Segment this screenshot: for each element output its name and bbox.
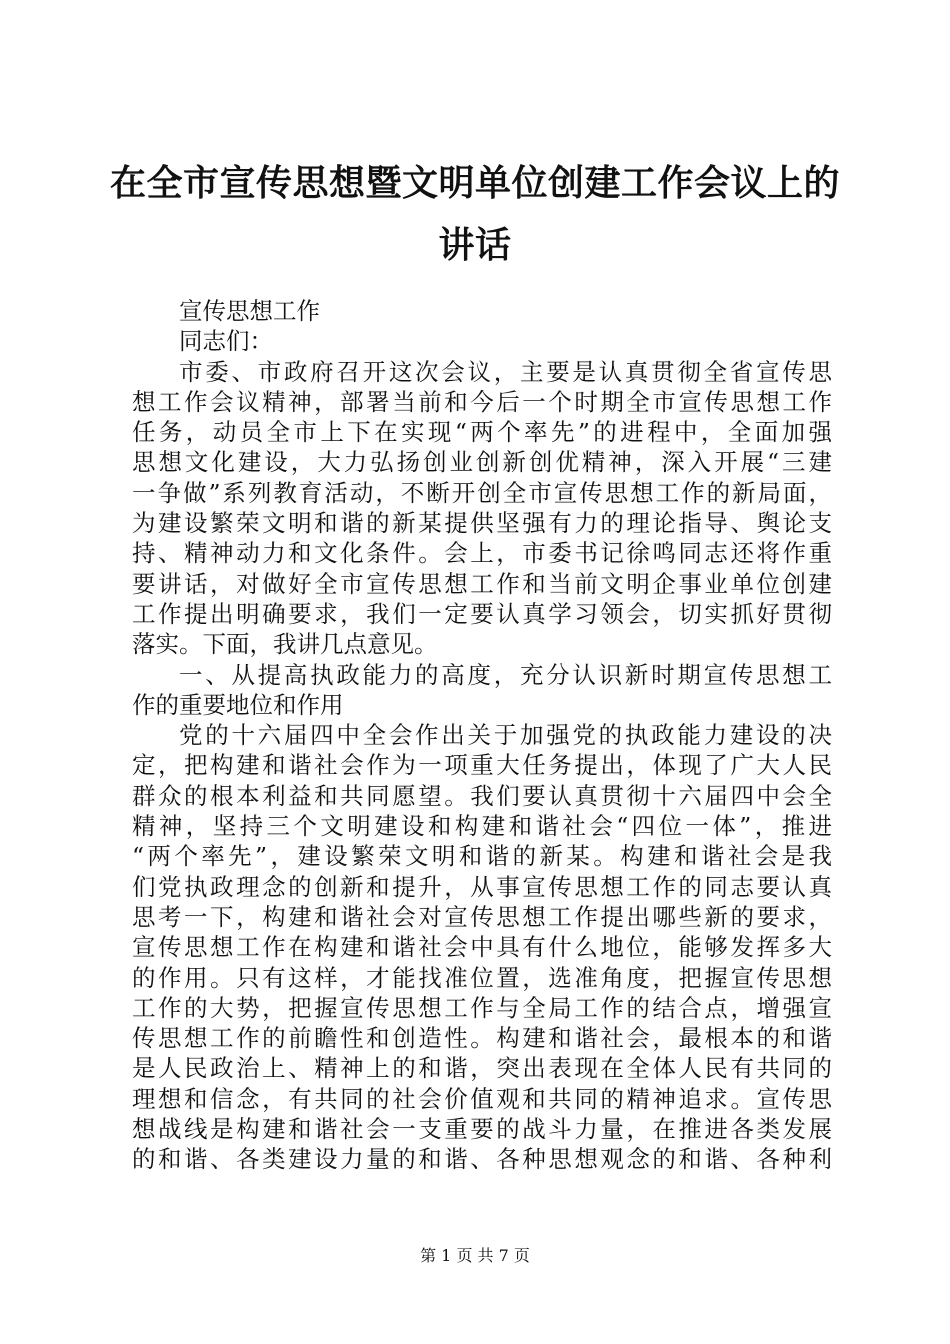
- document-body: [132, 296, 832, 1175]
- body-text-line: 市委、市政府召开这次会议，主要是认真贯彻全省宣传思: [179, 357, 832, 386]
- body-text-line: 落实。下面，我讲几点意见。: [132, 630, 438, 659]
- body-text-line: 党的十六届四中全会作出关于加强党的执政能力建设的决: [179, 721, 832, 750]
- page-footer: 第 1 页 共 7 页: [420, 1246, 530, 1265]
- body-text-line: 宣传思想工作: [179, 297, 320, 325]
- body-text-line: 传思想工作的前瞻性和创造性。构建和谐社会，最根本的和谐: [132, 1024, 832, 1053]
- body-text-line: 要讲话，对做好全市宣传思想工作和当前文明企事业单位创建: [132, 569, 832, 598]
- body-text-line: 一争做”系列教育活动，不断开创全市宣传思想工作的新局面，: [132, 478, 832, 507]
- body-text-line: 任务，动员全市上下在实现“两个率先”的进程中，全面加强: [132, 418, 832, 447]
- body-text-line: 思考一下，构建和谐社会对宣传思想工作提出哪些新的要求，: [132, 902, 832, 931]
- body-text-line: 宣传思想工作在构建和谐社会中具有什么地位，能够发挥多大: [132, 933, 832, 962]
- body-text-line: 同志们：: [179, 327, 273, 356]
- body-text-line: 作的重要地位和作用: [132, 690, 344, 719]
- body-text-line: 想战线是构建和谐社会一支重要的战斗力量，在推进各类发展: [132, 1115, 832, 1144]
- body-text-line: “两个率先”，建设繁荣文明和谐的新某。构建和谐社会是我: [132, 842, 832, 871]
- body-text-line: 的和谐、各类建设力量的和谐、各种思想观念的和谐、各种利: [132, 1145, 832, 1174]
- body-text-line: 精神，坚持三个文明建设和构建和谐社会“四位一体”，推进: [132, 812, 832, 841]
- body-text-line: 工作的大势，把握宣传思想工作与全局工作的结合点，增强宣: [132, 993, 832, 1022]
- body-text-line: 一、从提高执政能力的高度，充分认识新时期宣传思想工: [179, 660, 832, 689]
- body-text-line: 为建设繁荣文明和谐的新某提供坚强有力的理论指导、舆论支: [132, 509, 832, 538]
- body-text-line: 想工作会议精神，部署当前和今后一个时期全市宣传思想工作: [132, 387, 832, 416]
- body-text-line: 群众的根本利益和共同愿望。我们要认真贯彻十六届四中会全: [132, 781, 832, 810]
- body-text-line: 是人民政治上、精神上的和谐，突出表现在全体人民有共同的: [132, 1054, 832, 1083]
- document-title-line-1: 在全市宣传思想暨文明单位创建工作会议上的: [109, 162, 840, 204]
- document-title-line-2: 讲话: [438, 224, 512, 266]
- body-text-line: 的作用。只有这样，才能找准位置，选准角度，把握宣传思想: [132, 963, 832, 992]
- body-text-line: 定，把构建和谐社会作为一项重大任务提出，体现了广大人民: [132, 751, 832, 780]
- body-text-line: 理想和信念，有共同的社会价值观和共同的精神追求。宣传思: [132, 1084, 832, 1113]
- body-text-line: 工作提出明确要求，我们一定要认真学习领会，切实抓好贯彻: [132, 599, 832, 628]
- body-text-line: 持、精神动力和文化条件。会上，市委书记徐鸣同志还将作重: [132, 539, 832, 568]
- body-text-line: 思想文化建设，大力弘扬创业创新创优精神，深入开展“三建: [132, 448, 832, 477]
- body-text-line: 们党执政理念的创新和提升，从事宣传思想工作的同志要认真: [132, 872, 832, 901]
